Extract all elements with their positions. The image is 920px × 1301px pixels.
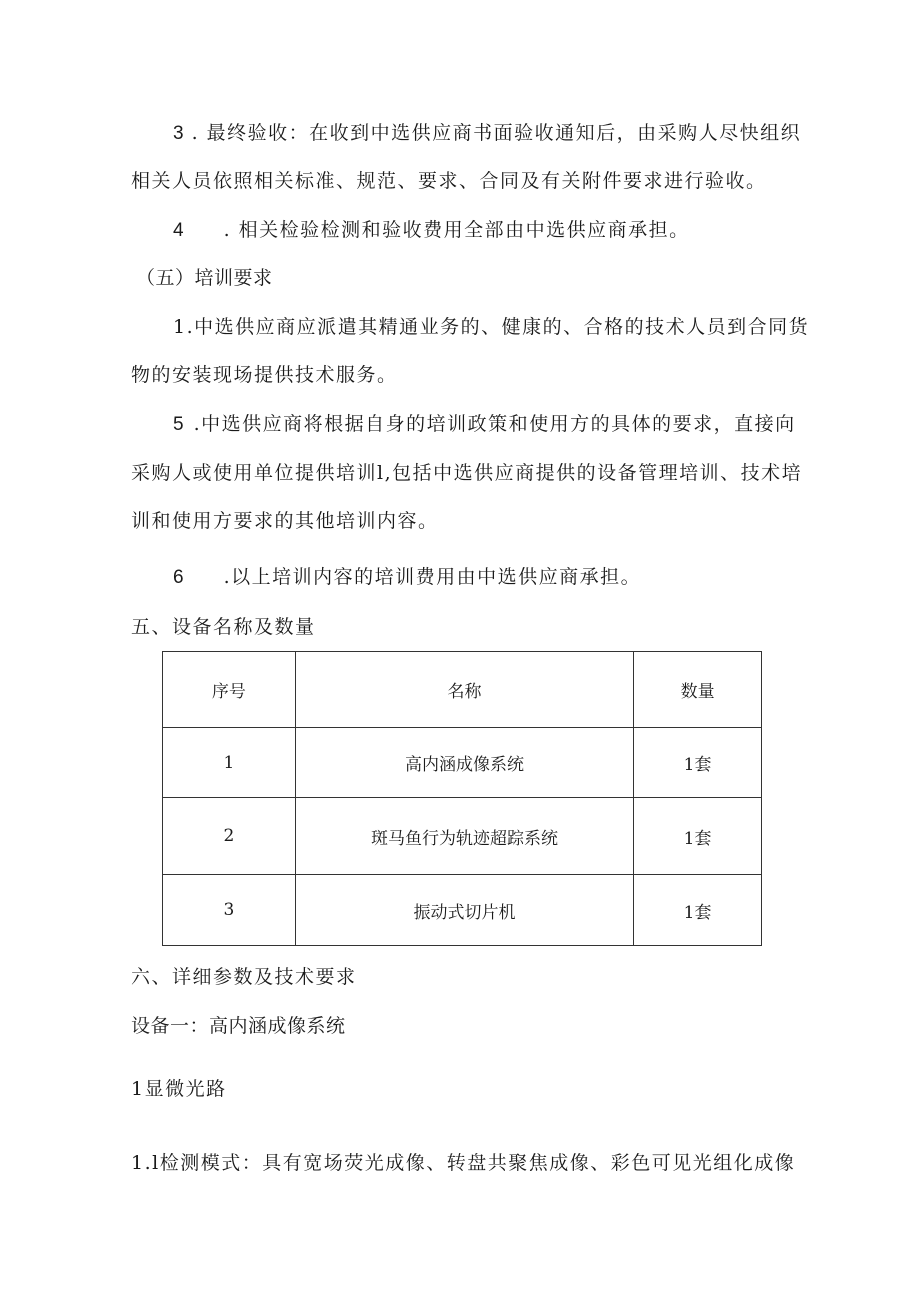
- acceptance-item-4-text: . 相关检验检测和验收费用全部由中选供应商承担。: [223, 219, 690, 241]
- table-cell-name: 振动式切片机: [295, 875, 633, 946]
- acceptance-item-3-number: 3: [173, 123, 184, 144]
- training-item-1-line-2: 物的安装现场提供技术服务。: [131, 364, 398, 386]
- table-cell-quantity: 1套: [634, 728, 762, 798]
- training-item-5-number: 5: [173, 414, 184, 435]
- training-item-5: [173, 411, 796, 438]
- device-1-heading: 设备一：高内涵成像系统: [131, 1015, 346, 1037]
- table-header-quantity: 数量: [634, 652, 762, 728]
- subsection-1-heading: 1显微光路: [131, 1078, 227, 1100]
- acceptance-item-3: [173, 120, 801, 147]
- acceptance-item-4: [173, 217, 690, 244]
- subsection-1-1-text: 1.l检测模式：具有宽场荧光成像、转盘共聚焦成像、彩色可见光组化成像: [131, 1152, 796, 1174]
- training-item-5-line-2: 采购人或使用单位提供培训l,包括中选供应商提供的设备管理培训、技术培: [131, 462, 803, 484]
- equipment-table: [162, 651, 762, 946]
- table-row: [163, 798, 762, 875]
- table-cell-index: 3: [163, 875, 296, 946]
- table-cell-index: 1: [163, 728, 296, 798]
- table-cell-quantity: 1套: [634, 798, 762, 875]
- training-item-5-line-3: 训和使用方要求的其他培训内容。: [131, 510, 439, 532]
- table-cell-name: 斑马鱼行为轨迹超踪系统: [295, 798, 633, 875]
- table-header-index: 序号: [163, 652, 296, 728]
- table-cell-name: 高内涵成像系统: [295, 728, 633, 798]
- training-heading: （五）培训要求: [136, 267, 273, 289]
- table-header-row: [163, 652, 762, 728]
- training-item-5-line-1: .中选供应商将根据自身的培训政策和使用方的具体的要求，直接向: [193, 413, 796, 435]
- training-item-1-line-1: 1.中选供应商应派遣其精通业务的、健康的、合格的技术人员到合同货: [173, 316, 810, 338]
- acceptance-item-3-text: . 最终验收：在收到中选供应商书面验收通知后，由采购人尽快组织: [191, 122, 802, 144]
- acceptance-item-3-continuation: 相关人员依照相关标准、规范、要求、合同及有关附件要求进行验收。: [131, 170, 767, 192]
- section-6-heading: 六、详细参数及技术要求: [131, 966, 357, 988]
- table-cell-quantity: 1套: [634, 875, 762, 946]
- training-item-6: [173, 564, 641, 591]
- section-5-heading: 五、设备名称及数量: [131, 616, 316, 638]
- table-cell-index: 2: [163, 798, 296, 875]
- training-item-6-number: 6: [173, 567, 184, 588]
- training-item-6-text: .以上培训内容的培训费用由中选供应商承担。: [223, 566, 642, 588]
- acceptance-item-4-number: 4: [173, 220, 184, 241]
- table-header-name: 名称: [295, 652, 633, 728]
- table-row: [163, 728, 762, 798]
- table-row: [163, 875, 762, 946]
